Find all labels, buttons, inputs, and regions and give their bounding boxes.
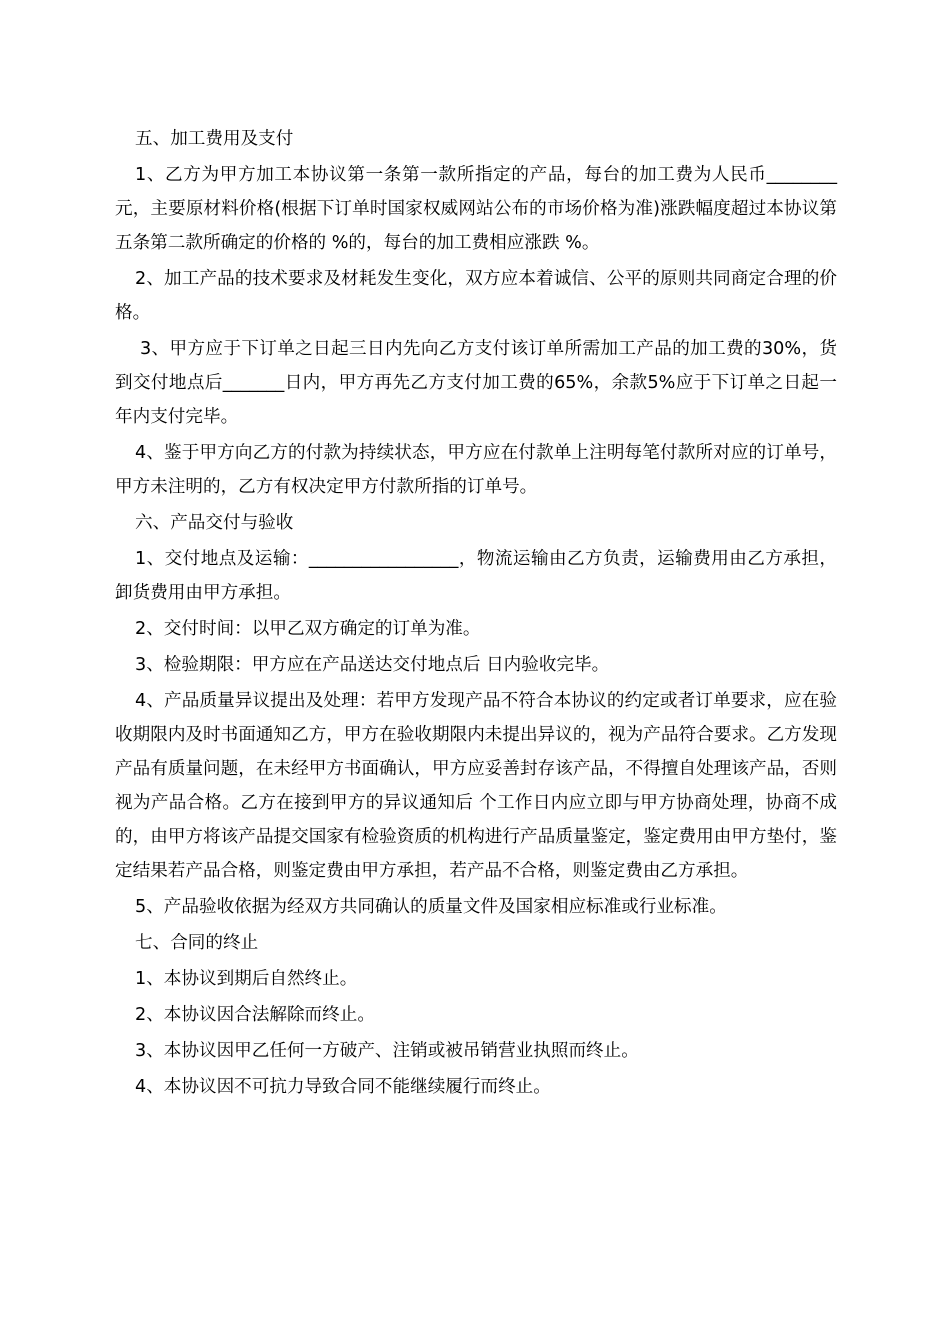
- termination-clause-3: 3、本协议因甲乙任何一方破产、注销或被吊销营业执照而终止。: [135, 1041, 639, 1061]
- termination-clause-2: 2、本协议因合法解除而终止。: [135, 1005, 375, 1025]
- delivery-clause-4: 4、产品质量异议提出及处理：若甲方发现产品不符合本协议的约定或者订单要求，应在验收期限内及时书面通知乙方，甲方在验收期限内未提出异议的，视为产品符合要求。乙方发现产品有质量问题，在未经甲方书面确认，甲方应妥善封存该产品，不得擅自处理该产品，否则视为产品合格。乙方在接到甲方的异议通知后 个工作日内应立即与甲方协商处理，协商不成的，由甲方将该产品提交国家有检验资质的机构进行产品质量鉴定，鉴定费用由甲方垫付，鉴定结果若产品合格，则鉴定费由甲方承担，若产品不合格，则鉴定费由乙方承担。: [115, 691, 837, 881]
- section-heading-delivery: 六、产品交付与验收: [135, 513, 294, 533]
- termination-clause-4: 4、本协议因不可抗力导致合同不能继续履行而终止。: [135, 1077, 551, 1097]
- fees-clause-2: 2、加工产品的技术要求及材耗发生变化，双方应本着诚信、公平的原则共同商定合理的价格。: [115, 269, 837, 323]
- fees-clause-3: 3、甲方应于下订单之日起三日内先向乙方支付该订单所需加工产品的加工费的30%，货到交付地点后_______日内，甲方再先乙方支付加工费的65%，余款5%应于下订单之日起一年内支付完毕。: [115, 339, 837, 427]
- delivery-clause-5: 5、产品验收依据为经双方共同确认的质量文件及国家相应标准或行业标准。: [135, 897, 727, 917]
- section-heading-fees: 五、加工费用及支付: [135, 129, 294, 149]
- fees-clause-1: 1、乙方为甲方加工本协议第一条第一款所指定的产品，每台的加工费为人民币________元，主要原材料价格(根据下订单时国家权威网站公布的市场价格为准)涨跌幅度超过本协议第五条第二款所确定的价格的 %的，每台的加工费相应涨跌 %。: [115, 165, 837, 253]
- fees-clause-4: 4、鉴于甲方向乙方的付款为持续状态，甲方应在付款单上注明每笔付款所对应的订单号，甲方未注明的，乙方有权决定甲方付款所指的订单号。: [115, 443, 837, 497]
- delivery-clause-1: 1、交付地点及运输：_________________，物流运输由乙方负责，运输费用由乙方承担，卸货费用由甲方承担。: [115, 549, 837, 603]
- termination-clause-1: 1、本协议到期后自然终止。: [135, 969, 358, 989]
- document-body: [115, 122, 837, 1106]
- section-heading-termination: 七、合同的终止: [135, 933, 259, 953]
- delivery-clause-2: 2、交付时间：以甲乙双方确定的订单为准。: [135, 619, 481, 639]
- delivery-clause-3: 3、检验期限：甲方应在产品送达交付地点后 日内验收完毕。: [135, 655, 610, 675]
